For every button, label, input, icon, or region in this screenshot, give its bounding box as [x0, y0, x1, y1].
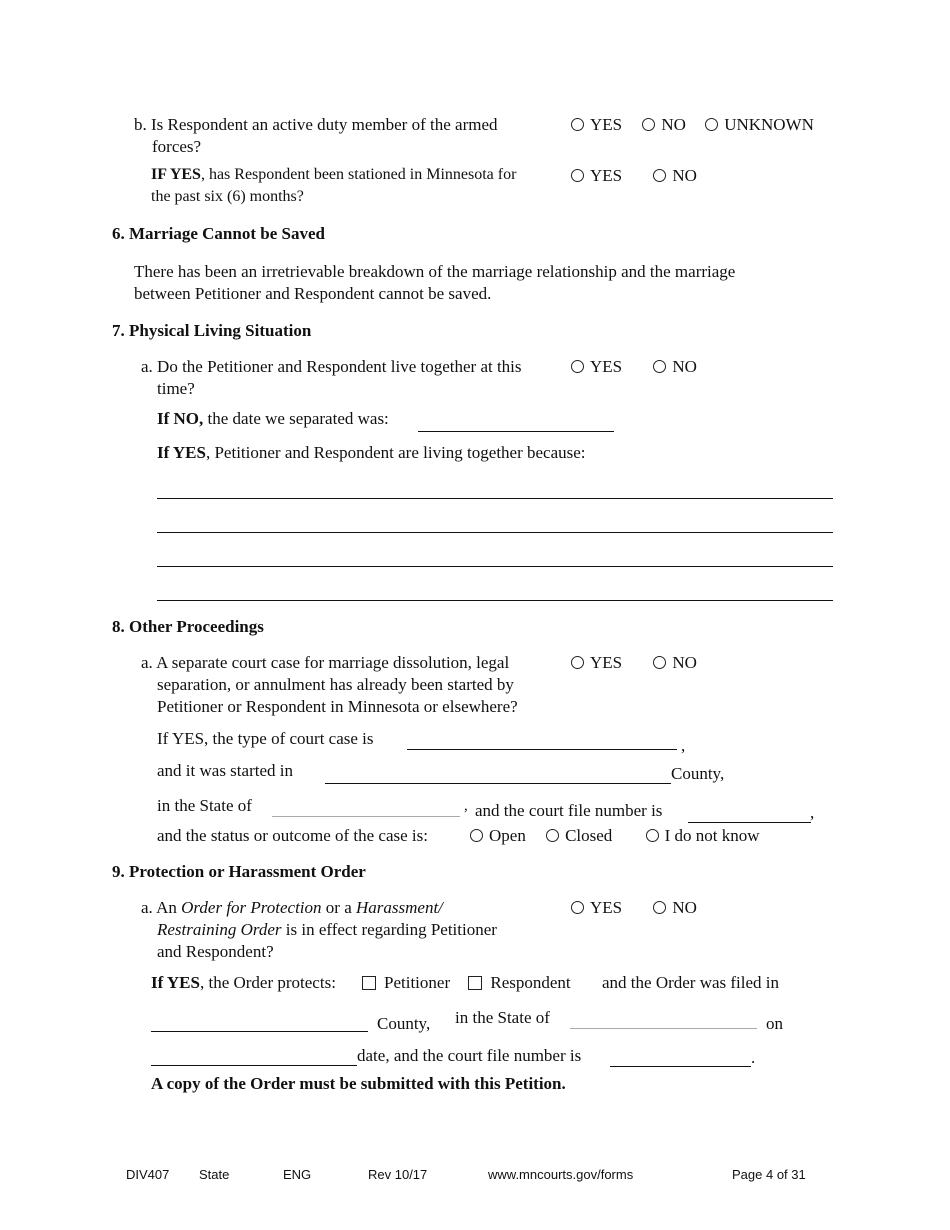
- q9a-no-option[interactable]: NO: [653, 898, 697, 918]
- radio-icon[interactable]: [653, 360, 666, 373]
- section-6-text-line2: between Petitioner and Respondent cannot be saved.: [134, 284, 492, 303]
- q8a-options: [571, 653, 697, 673]
- q5b-ifyes-yes-option[interactable]: YES: [571, 166, 622, 186]
- order-copy-notice: A copy of the Order must be submitted with this Petition.: [151, 1074, 566, 1093]
- status-closed-option[interactable]: Closed: [546, 826, 612, 846]
- living-together-reason-line-2[interactable]: [157, 532, 833, 533]
- living-together-reason-line-3[interactable]: [157, 566, 833, 567]
- order-county-label: County,: [377, 1014, 431, 1033]
- order-file-number-period: .: [751, 1048, 756, 1067]
- q7a-options: [571, 357, 697, 377]
- radio-icon[interactable]: [653, 656, 666, 669]
- separation-date-field[interactable]: [418, 431, 614, 432]
- radio-icon[interactable]: [546, 829, 559, 842]
- q9a-label-line2: Restraining Order is in effect regarding Petitioner: [157, 920, 497, 939]
- status-unknown-option[interactable]: I do not know: [646, 826, 760, 846]
- radio-icon[interactable]: [470, 829, 483, 842]
- q7a-label-cont: time?: [157, 379, 195, 398]
- q5b-ifyes-no-option[interactable]: NO: [653, 166, 697, 186]
- q5b-ifyes-options: [571, 166, 697, 186]
- case-county-label: County,: [671, 764, 725, 783]
- q5b-yes-option[interactable]: YES: [571, 115, 622, 135]
- q5b-label: b. Is Respondent an active duty member of the armed: [134, 115, 498, 134]
- radio-icon[interactable]: [571, 656, 584, 669]
- q8a-yes-option[interactable]: YES: [571, 653, 622, 673]
- radio-icon[interactable]: [571, 169, 584, 182]
- order-file-number-field[interactable]: [610, 1066, 751, 1067]
- q7a-ifyes-label: If YES, Petitioner and Respondent are living together because:: [157, 443, 586, 462]
- footer-form-id: DIV407: [126, 1167, 170, 1182]
- footer-revision: Rev 10/17: [368, 1167, 428, 1182]
- footer-language: ENG: [283, 1167, 312, 1182]
- living-together-reason-line-1[interactable]: [157, 498, 833, 499]
- order-state-label: in the State of: [455, 1008, 550, 1027]
- footer-state: State: [199, 1167, 230, 1182]
- section-6-heading: 6. Marriage Cannot be Saved: [112, 224, 325, 243]
- q9a-label-line1: a. An Order for Protection or a Harassment/: [141, 898, 443, 917]
- living-together-reason-line-4[interactable]: [157, 600, 833, 601]
- q8a-label-line3: Petitioner or Respondent in Minnesota or elsewhere?: [157, 697, 518, 716]
- section-6-text-line1: There has been an irretrievable breakdown of the marriage relationship and the marriage: [134, 262, 736, 281]
- radio-icon[interactable]: [646, 829, 659, 842]
- case-status-label: and the status or outcome of the case is:: [157, 826, 428, 845]
- q8a-no-option[interactable]: NO: [653, 653, 697, 673]
- section-9-heading: 9. Protection or Harassment Order: [112, 862, 366, 881]
- case-type-label: If YES, the type of court case is: [157, 729, 374, 748]
- checkbox-icon[interactable]: [468, 976, 482, 990]
- radio-icon[interactable]: [642, 118, 655, 131]
- case-state-comma: ,: [464, 798, 468, 814]
- case-started-label: and it was started in: [157, 761, 293, 780]
- protects-petitioner-option[interactable]: Petitioner: [362, 973, 450, 993]
- case-file-number-field[interactable]: [688, 822, 811, 823]
- radio-icon[interactable]: [571, 118, 584, 131]
- section-8-heading: 8. Other Proceedings: [112, 617, 264, 636]
- case-status-options: [470, 826, 759, 846]
- q5b-ifyes-label: IF YES, has Respondent been stationed in Minnesota for: [151, 166, 517, 183]
- order-county-field[interactable]: [151, 1031, 368, 1032]
- q9a-label-line3: and Respondent?: [157, 942, 274, 961]
- case-state-field[interactable]: [272, 816, 460, 817]
- radio-icon[interactable]: [571, 901, 584, 914]
- q5b-label-cont: forces?: [152, 137, 202, 156]
- q9a-options: [571, 898, 697, 918]
- footer-page-number: Page 4 of 31: [732, 1167, 806, 1182]
- order-state-field[interactable]: [570, 1028, 757, 1029]
- order-date-label: date, and the court file number is: [357, 1046, 582, 1065]
- case-file-number-label: and the court file number is: [475, 801, 663, 820]
- q5b-options: [571, 115, 814, 135]
- q7a-yes-option[interactable]: YES: [571, 357, 622, 377]
- q8a-label-line1: a. A separate court case for marriage dissolution, legal: [141, 653, 510, 672]
- radio-icon[interactable]: [571, 360, 584, 373]
- q5b-unknown-option[interactable]: UNKNOWN: [705, 115, 814, 135]
- case-county-field[interactable]: [325, 783, 671, 784]
- case-type-comma: ,: [681, 736, 686, 755]
- case-state-label: in the State of: [157, 796, 252, 815]
- order-protects-options: [362, 973, 571, 993]
- case-file-number-comma: ,: [810, 803, 815, 822]
- checkbox-icon[interactable]: [362, 976, 376, 990]
- order-protects-label: If YES, the Order protects:: [151, 973, 336, 992]
- q8a-label-line2: separation, or annulment has already been started by: [157, 675, 514, 694]
- section-7-heading: 7. Physical Living Situation: [112, 321, 312, 340]
- order-date-field[interactable]: [151, 1065, 357, 1066]
- radio-icon[interactable]: [653, 901, 666, 914]
- q5b-ifyes-label-cont: the past six (6) months?: [151, 188, 304, 205]
- q7a-label: a. Do the Petitioner and Respondent live together at this: [141, 357, 522, 376]
- order-on-label: on: [766, 1014, 783, 1033]
- radio-icon[interactable]: [653, 169, 666, 182]
- radio-icon[interactable]: [705, 118, 718, 131]
- protects-respondent-option[interactable]: Respondent: [468, 973, 570, 993]
- q7a-ifno-label: If NO, the date we separated was:: [157, 409, 389, 428]
- case-type-field[interactable]: [407, 749, 677, 750]
- q9a-yes-option[interactable]: YES: [571, 898, 622, 918]
- footer-url[interactable]: www.mncourts.gov/forms: [488, 1167, 634, 1182]
- q7a-no-option[interactable]: NO: [653, 357, 697, 377]
- order-filed-label: and the Order was filed in: [602, 973, 780, 992]
- q5b-no-option[interactable]: NO: [642, 115, 686, 135]
- status-open-option[interactable]: Open: [470, 826, 526, 846]
